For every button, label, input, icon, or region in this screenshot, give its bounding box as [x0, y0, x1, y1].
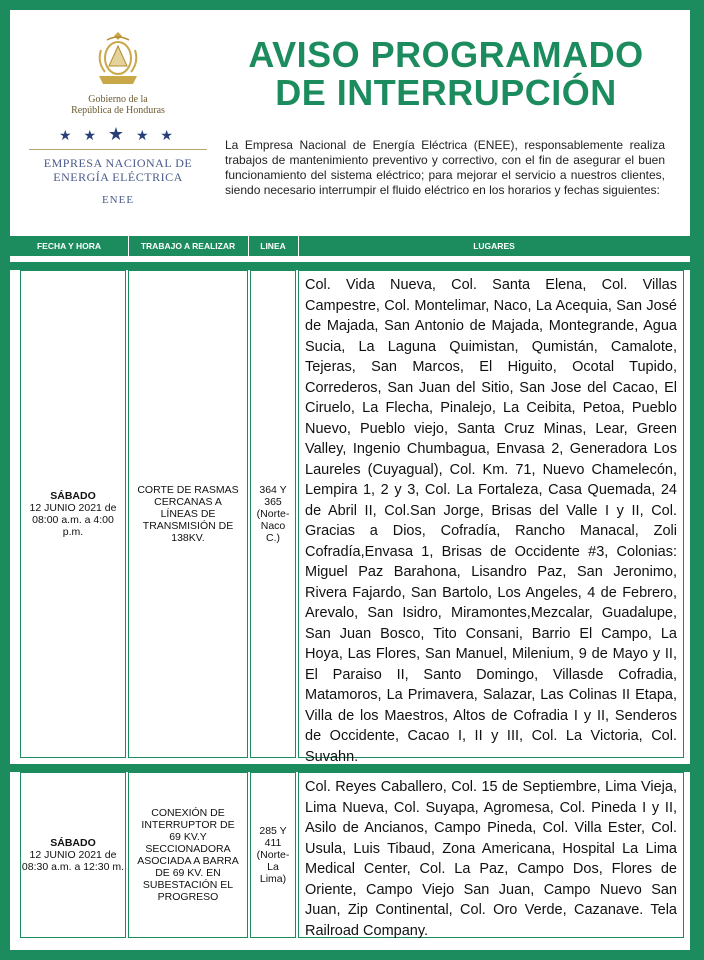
col-header-lugares: LUGARES — [473, 241, 515, 251]
honduras-seal-icon — [93, 28, 143, 90]
page-title — [214, 36, 678, 112]
work-cell — [128, 772, 248, 938]
line-cell — [250, 772, 296, 938]
enee-name-line1: EMPRESA NACIONAL DE — [43, 156, 193, 170]
col-header-linea: LINEA — [260, 241, 286, 251]
divider — [29, 149, 207, 150]
places-text: Col. Vida Nueva, Col. Santa Elena, Col. Villas Campestre, Col. Montelimar, Naco, La Acequia, San José de Majada, San Antonio de Majada, Montegrande, Agua Sucia, La Laguna Quimistan, Qumistán, Camalote, Tejeras, San Marcos, El Higuito, Ocotal Tupido, Correderos, San Juan del Sitio, San Jose del Cacao, El Ciruelo, La Flecha, Pinalejo, La Ceibita, Petoa, Pueblo Nuevo, Pueblo viejo, Santa Cruz Minas, Lear, Green Valley, Ingenio Chumbagua, Envasa 2, Generadora Los Laureles (Cuyagual), Col. Km. 71, Nuevo Chamelecón, Lempira 1, 2 y 3, Col. La Fortaleza, Casa Quemada, 24 de Abril II, Col.San Jorge, Brisas del Valle I y II, Col. Gracias a Dios, Cofradía, Rancho Manacal, Zoli Cofradía,Envasa 1, Brisas de Occidente #3, Colonias: Miguel Paz Barahona, Lisandro Paz, San Jeronimo, Rivera Fajardo, San Bartolo, Los Angeles, 4 de Febrero, Arevalo, San Isidro, Miramontes,Mezcalar, Guadalupe, San Juan Bosco, Tito Consani, Barrio El Campo, La Hoya, Las Flores, San Manuel, Milenium, 9 de Mayo y II, El Paraiso II, Santo Domingo, Villasde Cofradia, Matamoros, La Primavera, Salazar, Las Colinas II Etapa, Villa de los Maestros, Altos de Cofradia I y II, Senderos de Occidente, Cacao I, II y III, Col. La Victoria, Col. Suvahn. — [305, 277, 677, 765]
work-text: CORTE DE RASMAS CERCANAS A LÍNEAS DE TRANSMISIÓN DE 138KV. — [137, 484, 239, 544]
gov-line1: Gobierno de la — [88, 94, 148, 105]
line-cell — [250, 270, 296, 758]
date-time: 12 JUNIO 2021 de 08:00 a.m. a 4:00 p.m. — [29, 502, 117, 538]
logo-area — [20, 28, 216, 213]
places-cell — [298, 772, 684, 938]
enee-name-line2: ENERGÍA ELÉCTRICA — [53, 170, 183, 184]
gov-line2: República de Honduras — [71, 105, 165, 116]
col-header-fecha: FECHA Y HORA — [36, 241, 102, 251]
places-cell — [298, 270, 684, 765]
work-text: CONEXIÓN DE INTERRUPTOR DE 69 KV.Y SECCIONADORA ASOCIADA A BARRA DE 69 KV. EN SUBESTACIÓN EL PROGRESO — [137, 807, 239, 903]
work-cell — [128, 270, 248, 758]
date-time: 12 JUNIO 2021 de 08:30 a.m. a 12:30 m. — [21, 849, 125, 873]
date-cell — [20, 270, 126, 758]
line-text: 364 Y 365 (Norte-Naco C.) — [256, 484, 290, 544]
title-line1: AVISO PROGRAMADO — [248, 34, 644, 75]
table-row — [10, 764, 690, 938]
intro-paragraph: La Empresa Nacional de Energía Eléctrica (ENEE), responsablemente realiza trabajos de mantenimiento preventivo y correctivo, con el fin de asegurar el buen funcionamiento del sistema eléctrico; para mejorar el servicio a nuestros clientes, siendo necesario interrumpir el fluido eléctrico en los horarios y fechas siguientes: — [225, 138, 665, 197]
places-text: Col. Reyes Caballero, Col. 15 de Septiembre, Lima Vieja, Lima Nueva, Col. Suyapa, Agromesa, Col. Pineda I y II, Asilo de Ancianos, Campo Pineda, Col. Villa Ester, Col. Usula, Luis Tibaud, Zona Americana, Hospital La Lima Medical Center, Col. La Paz, Campo Dos, Flores de Oriente, Campo Viejo San Juan, Campo Nuevo San Juan, Zip Continental, Col. Oro Verde, Cazanave. Tela Railroad Company. — [305, 779, 677, 939]
table-row — [10, 262, 690, 765]
enee-acronym: ENEE — [101, 194, 135, 206]
table-header — [10, 236, 690, 256]
title-line2: DE INTERRUPCIÓN — [275, 72, 617, 113]
date-cell — [20, 772, 126, 938]
day-label: SÁBADO — [50, 490, 96, 502]
col-header-trabajo: TRABAJO A REALIZAR — [140, 241, 236, 251]
line-text: 285 Y 411 (Norte-La Lima) — [256, 825, 290, 885]
stars-icon: ★ ★ ★ ★ ★ — [59, 124, 177, 144]
day-label: SÁBADO — [50, 837, 96, 849]
